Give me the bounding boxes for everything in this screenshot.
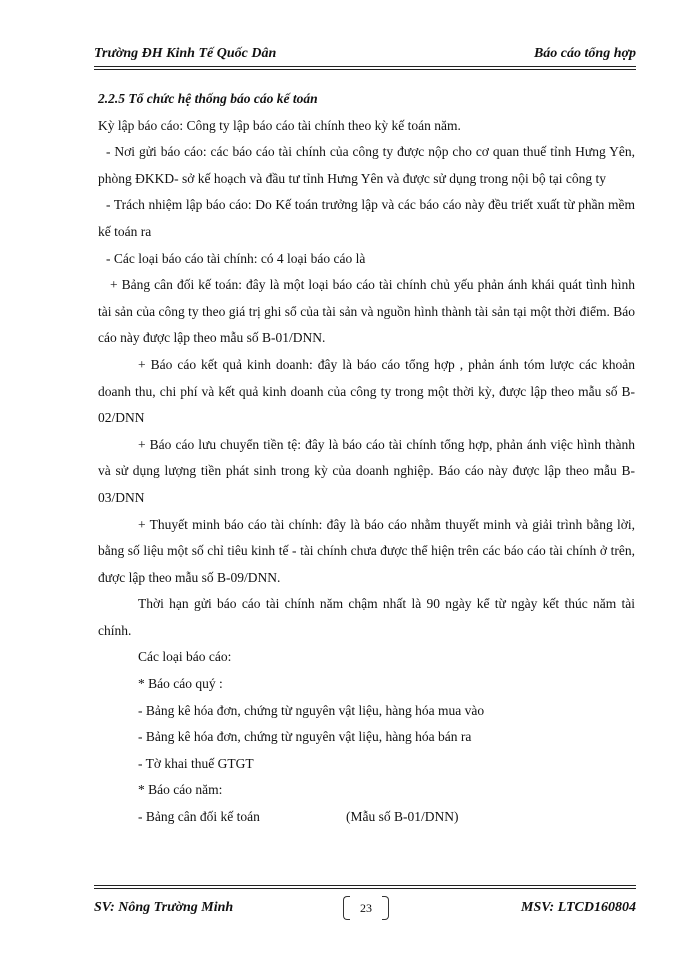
list-item-form-number: (Mẫu số B-01/DNN) bbox=[346, 809, 459, 825]
list-annual-heading: * Báo cáo năm: bbox=[138, 782, 223, 798]
page-header bbox=[94, 46, 636, 66]
paragraph-notes: + Thuyết minh báo cáo tài chính: đây là báo cáo nhằm thuyết minh và giải trình bằng lời, bằng số liệu một số chỉ tiêu kinh tế - tài chính chưa được thể hiện trên các báo cáo tài chính ở trên, được lập theo mẫu số B-09/DNN. bbox=[98, 516, 635, 585]
header-divider bbox=[94, 66, 636, 70]
paragraph-report-types: - Các loại báo cáo tài chính: có 4 loại báo cáo là bbox=[106, 250, 366, 266]
header-university: Trường ĐH Kinh Tế Quốc Dân bbox=[94, 46, 277, 61]
section-heading: 2.2.5 Tổ chức hệ thống báo cáo kế toán bbox=[98, 91, 318, 106]
paragraph-deadline: Thời hạn gửi báo cáo tài chính năm chậm nhất là 90 ngày kể từ ngày kết thúc năm tài chính. bbox=[98, 596, 635, 638]
list-item: - Bảng kê hóa đơn, chứng từ nguyên vật liệu, hàng hóa bán ra bbox=[138, 729, 472, 745]
list-item-label: - Bảng cân đối kế toán bbox=[138, 809, 260, 825]
footer-student-id: MSV: LTCD160804 bbox=[521, 900, 636, 915]
list-item: - Tờ khai thuế GTGT bbox=[138, 755, 254, 771]
list-item-balance-sheet bbox=[98, 804, 635, 831]
paragraph-submission-place: - Nơi gửi báo cáo: các báo cáo tài chính của công ty được nộp cho cơ quan thuế tỉnh Hưng Yên, phòng ĐKKD- sở kế hoạch và đầu tư tỉnh Hưng Yên và được sử dụng trong nội bộ tại công ty bbox=[98, 144, 635, 186]
document-body bbox=[98, 86, 635, 831]
paragraph-cash-flow: + Báo cáo lưu chuyển tiền tệ: đây là báo cáo tài chính tổng hợp, phản ánh việc hình thành và sử dụng lượng tiền phát sinh trong kỳ của doanh nghiệp. Báo cáo này được lập theo mẫu B-03/DNN bbox=[98, 436, 635, 505]
paragraph-balance-sheet: + Bảng cân đối kế toán: đây là một loại báo cáo tài chính chủ yếu phản ánh khái quát tình hình tài sản của công ty theo giá trị ghi sổ của tài sản và nguồn hình thành tài sản tại một thời điểm. Báo cáo này được lập theo mẫu số B-01/DNN. bbox=[98, 277, 635, 346]
footer-student-name: SV: Nông Trường Minh bbox=[94, 900, 234, 915]
left-bracket-icon bbox=[343, 896, 350, 920]
page-footer bbox=[94, 898, 636, 922]
header-report-title: Báo cáo tổng hợp bbox=[533, 46, 636, 61]
paragraph-income-statement: + Báo cáo kết quả kinh doanh: đây là báo cáo tổng hợp , phản ánh tóm lược các khoản doanh thu, chi phí và kết quả kinh doanh của công ty trong một thời kỳ, được lập theo mẫu số B-02/DNN bbox=[98, 356, 635, 426]
right-bracket-icon bbox=[382, 896, 389, 920]
list-item: - Bảng kê hóa đơn, chứng từ nguyên vật liệu, hàng hóa mua vào bbox=[138, 702, 485, 718]
footer-divider bbox=[94, 885, 636, 889]
page-number: 23 bbox=[360, 901, 372, 915]
paragraph-report-period: Kỳ lập báo cáo: Công ty lập báo cáo tài chính theo kỳ kế toán năm. bbox=[98, 117, 461, 133]
page-number-box bbox=[343, 896, 389, 920]
list-title: Các loại báo cáo: bbox=[138, 649, 232, 665]
list-quarterly-heading: * Báo cáo quý : bbox=[138, 676, 223, 692]
paragraph-responsibility: - Trách nhiệm lập báo cáo: Do Kế toán trưởng lập và các báo cáo này đều triết xuất từ phần mềm kế toán ra bbox=[98, 197, 635, 239]
